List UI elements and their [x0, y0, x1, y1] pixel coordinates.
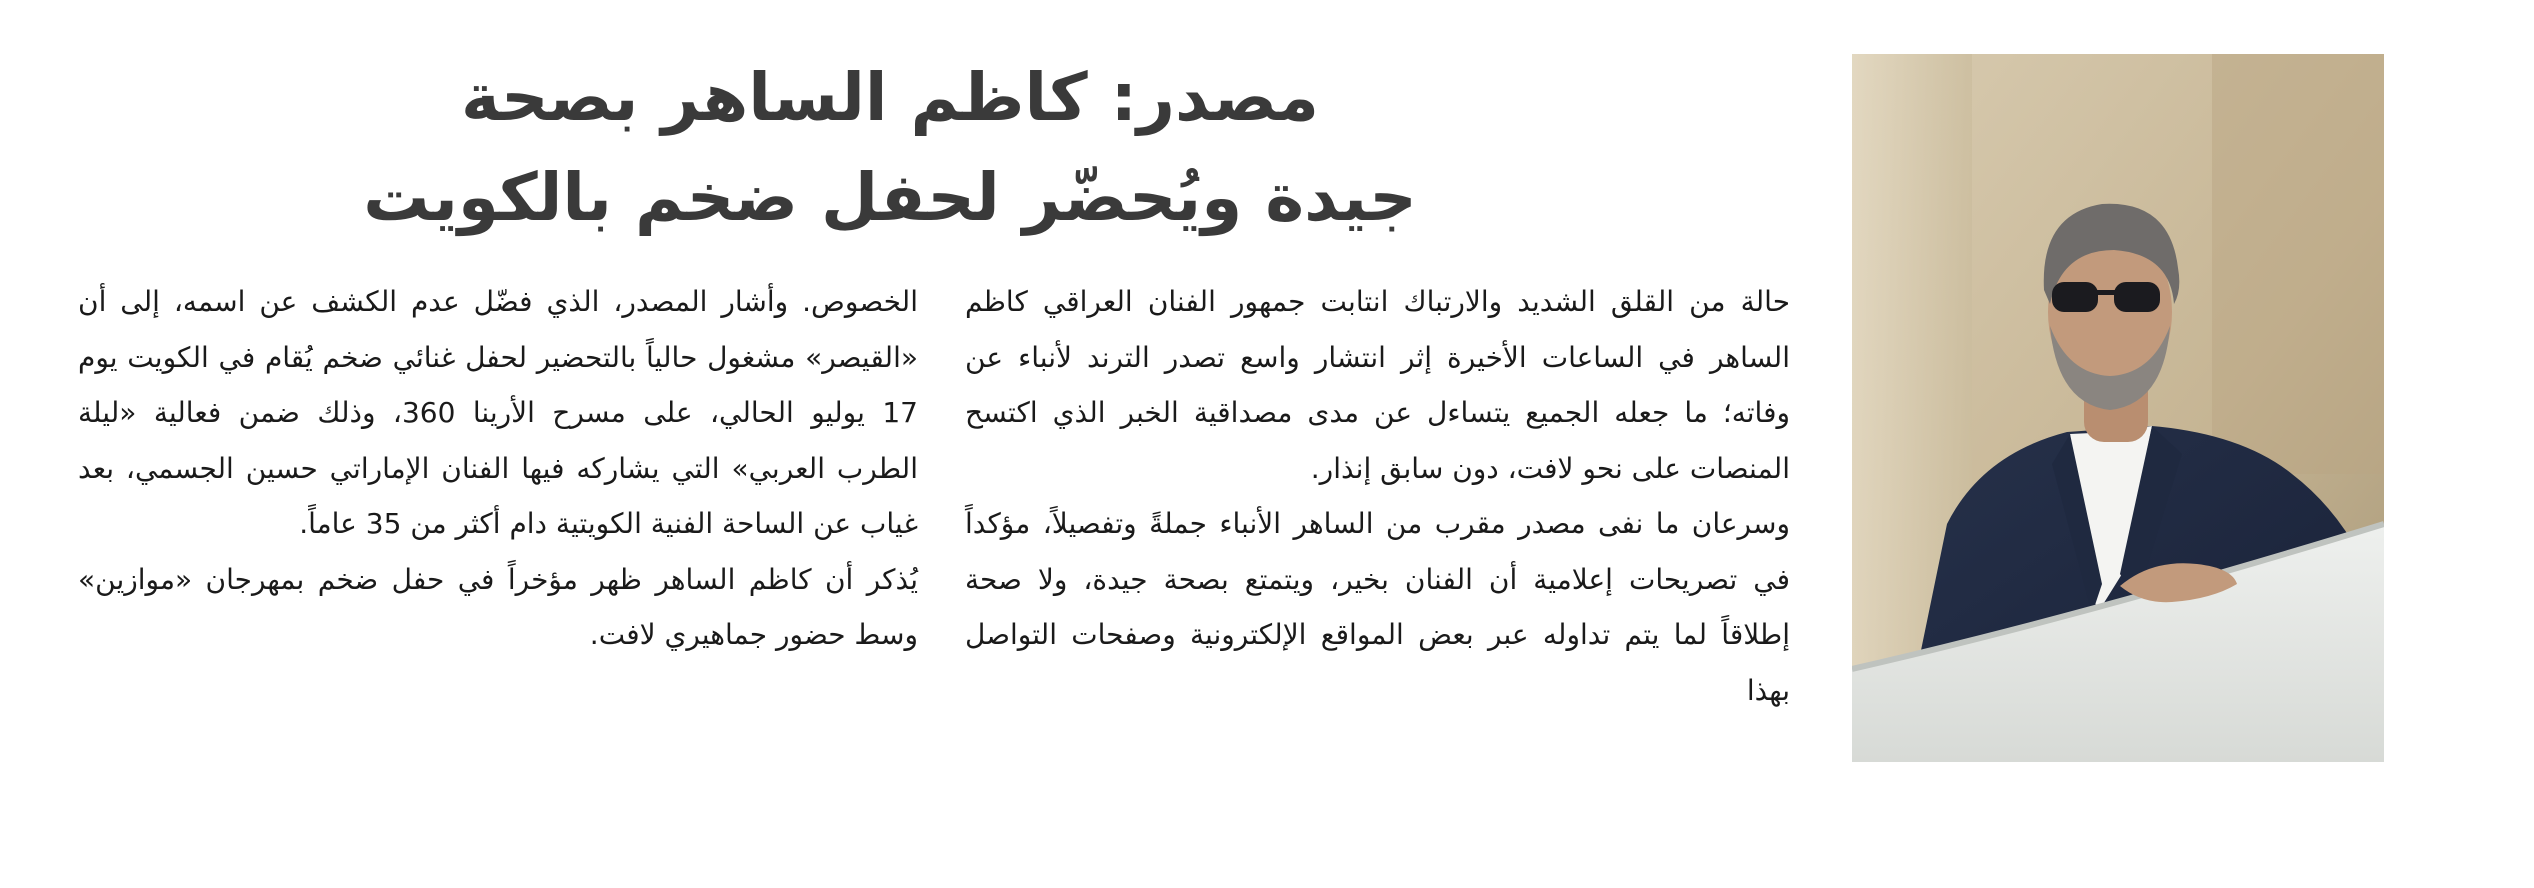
sunglasses-right [2114, 282, 2160, 312]
headline-line-1: مصدر: كاظم الساهر بصحة [461, 59, 1319, 136]
paragraph: حالة من القلق الشديد والارتباك انتابت جمهور الفنان العراقي كاظم الساهر في الساعات الأخيرة إثر انتشار واسع تصدر الترند لأنباء عن وفاته؛ ما جعله الجميع يتساءل عن مدى مصداقية الخبر الذي اكتسح المنصات على نحو لافت، دون سابق إنذار. [965, 285, 1790, 485]
article-column-left [78, 274, 918, 663]
portrait-image [1852, 54, 2384, 762]
sunglasses-left [2052, 282, 2098, 312]
article-headline [180, 48, 1600, 248]
paragraph: يُذكر أن كاظم الساهر ظهر مؤخراً في حفل ضخم بمهرجان «موازين» وسط حضور جماهيري لافت. [78, 562, 918, 651]
article-photo [1852, 54, 2384, 762]
article-column-right [965, 274, 1790, 718]
paragraph: الخصوص. وأشار المصدر، الذي فضّل عدم الكشف عن اسمه، إلى أن «القيصر» مشغول حالياً بالتحضير لحفل غنائي ضخم يُقام في الكويت يوم 17 يوليو الحالي، على مسرح الأرينا 360، وذلك ضمن فعالية «ليلة الطرب العربي» التي يشاركه فيها الفنان الإماراتي حسين الجسمي، بعد غياب عن الساحة الفنية الكويتية دام أكثر من 35 عاماً. [78, 285, 918, 540]
paragraph: وسرعان ما نفى مصدر مقرب من الساهر الأنباء جملةً وتفصيلاً، مؤكداً في تصريحات إعلامية أن الفنان بخير، ويتمتع بصحة جيدة، ولا صحة إطلاقاً لما يتم تداوله عبر بعض المواقع الإلكترونية وصفحات التواصل بهذا [965, 507, 1790, 707]
headline-line-2: جيدة ويُحضّر لحفل ضخم بالكويت [363, 159, 1417, 236]
